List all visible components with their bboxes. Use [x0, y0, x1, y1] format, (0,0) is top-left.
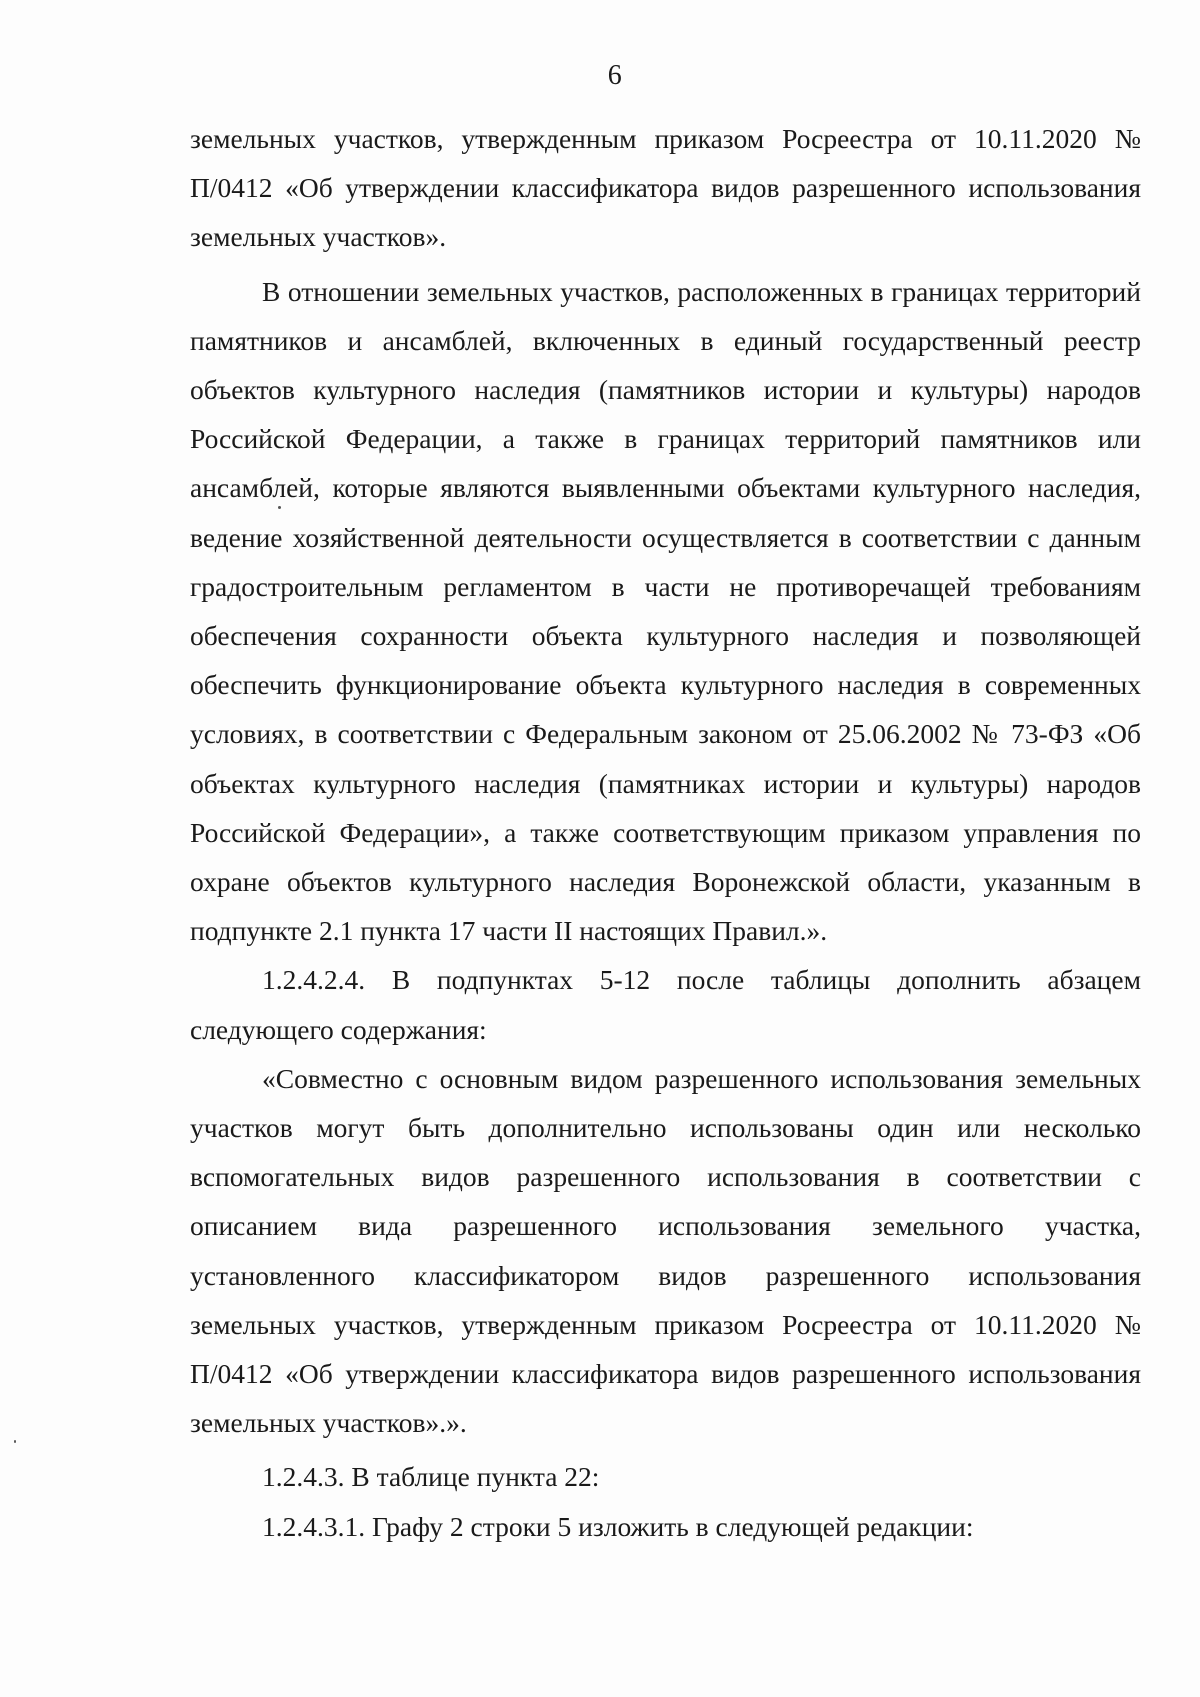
paragraph-cultural-heritage: В отношении земельных участков, расположенных в границах территорий памятников и ансамблей, включенных в единый государственный реестр объектов культурного наследия (памятников истории и культуры) народов Российской Федерации, а также в границах территорий памятников или ансамблей, которые являются выявленными объектами культурного наследия, ведение хозяйственной деятельности осуществляется в соответствии с данным градостроительным регламентом в части не противоречащей требованиям обеспечения сохранности объекта культурного наследия и позволяющей обеспечить функционирование объекта культурного наследия в современных условиях, в соответствии с Федеральным законом от 25.06.2002 № 73-ФЗ «Об объектах культурного наследия (памятниках истории и культуры) народов Российской Федерации», а также соответствующим приказом управления по охране объектов культурного наследия Воронежской области, указанным в подпункте 2.1 пункта 17 части II настоящих Правил.».	[190, 275, 1141, 947]
scan-speck	[14, 1440, 16, 1443]
scan-speck	[278, 506, 281, 509]
page-number: 6	[607, 60, 623, 91]
paragraph-continuation: земельных участков, утвержденным приказом Росреестра от 10.11.2020 № П/0412 «Об утверждении классификатора видов разрешенного использования земельных участков».	[190, 123, 1141, 253]
paragraph-auxiliary-use: «Совместно с основным видом разрешенного использования земельных участков могут быть дополнительно использованы один или несколько вспомогательных видов разрешенного использования в соответствии с описанием вида разрешенного использования земельного участка, установленного классификатором видов разрешенного использования земельных участков, утвержденным приказом Росреестра от 10.11.2020 № П/0412 «Об утверждении классификатора видов разрешенного использования земельных участков».».	[190, 1062, 1141, 1439]
paragraph-item-1-2-4-2-4: 1.2.4.2.4. В подпунктах 5-12 после таблицы дополнить абзацем следующего содержания:	[190, 964, 1141, 1045]
paragraph-item-1-2-4-3: 1.2.4.3. В таблице пункта 22:	[262, 1461, 600, 1493]
document-body	[190, 114, 1141, 1551]
paragraph-item-1-2-4-3-1: 1.2.4.3.1. Графу 2 строки 5 изложить в следующей редакции:	[262, 1510, 974, 1542]
